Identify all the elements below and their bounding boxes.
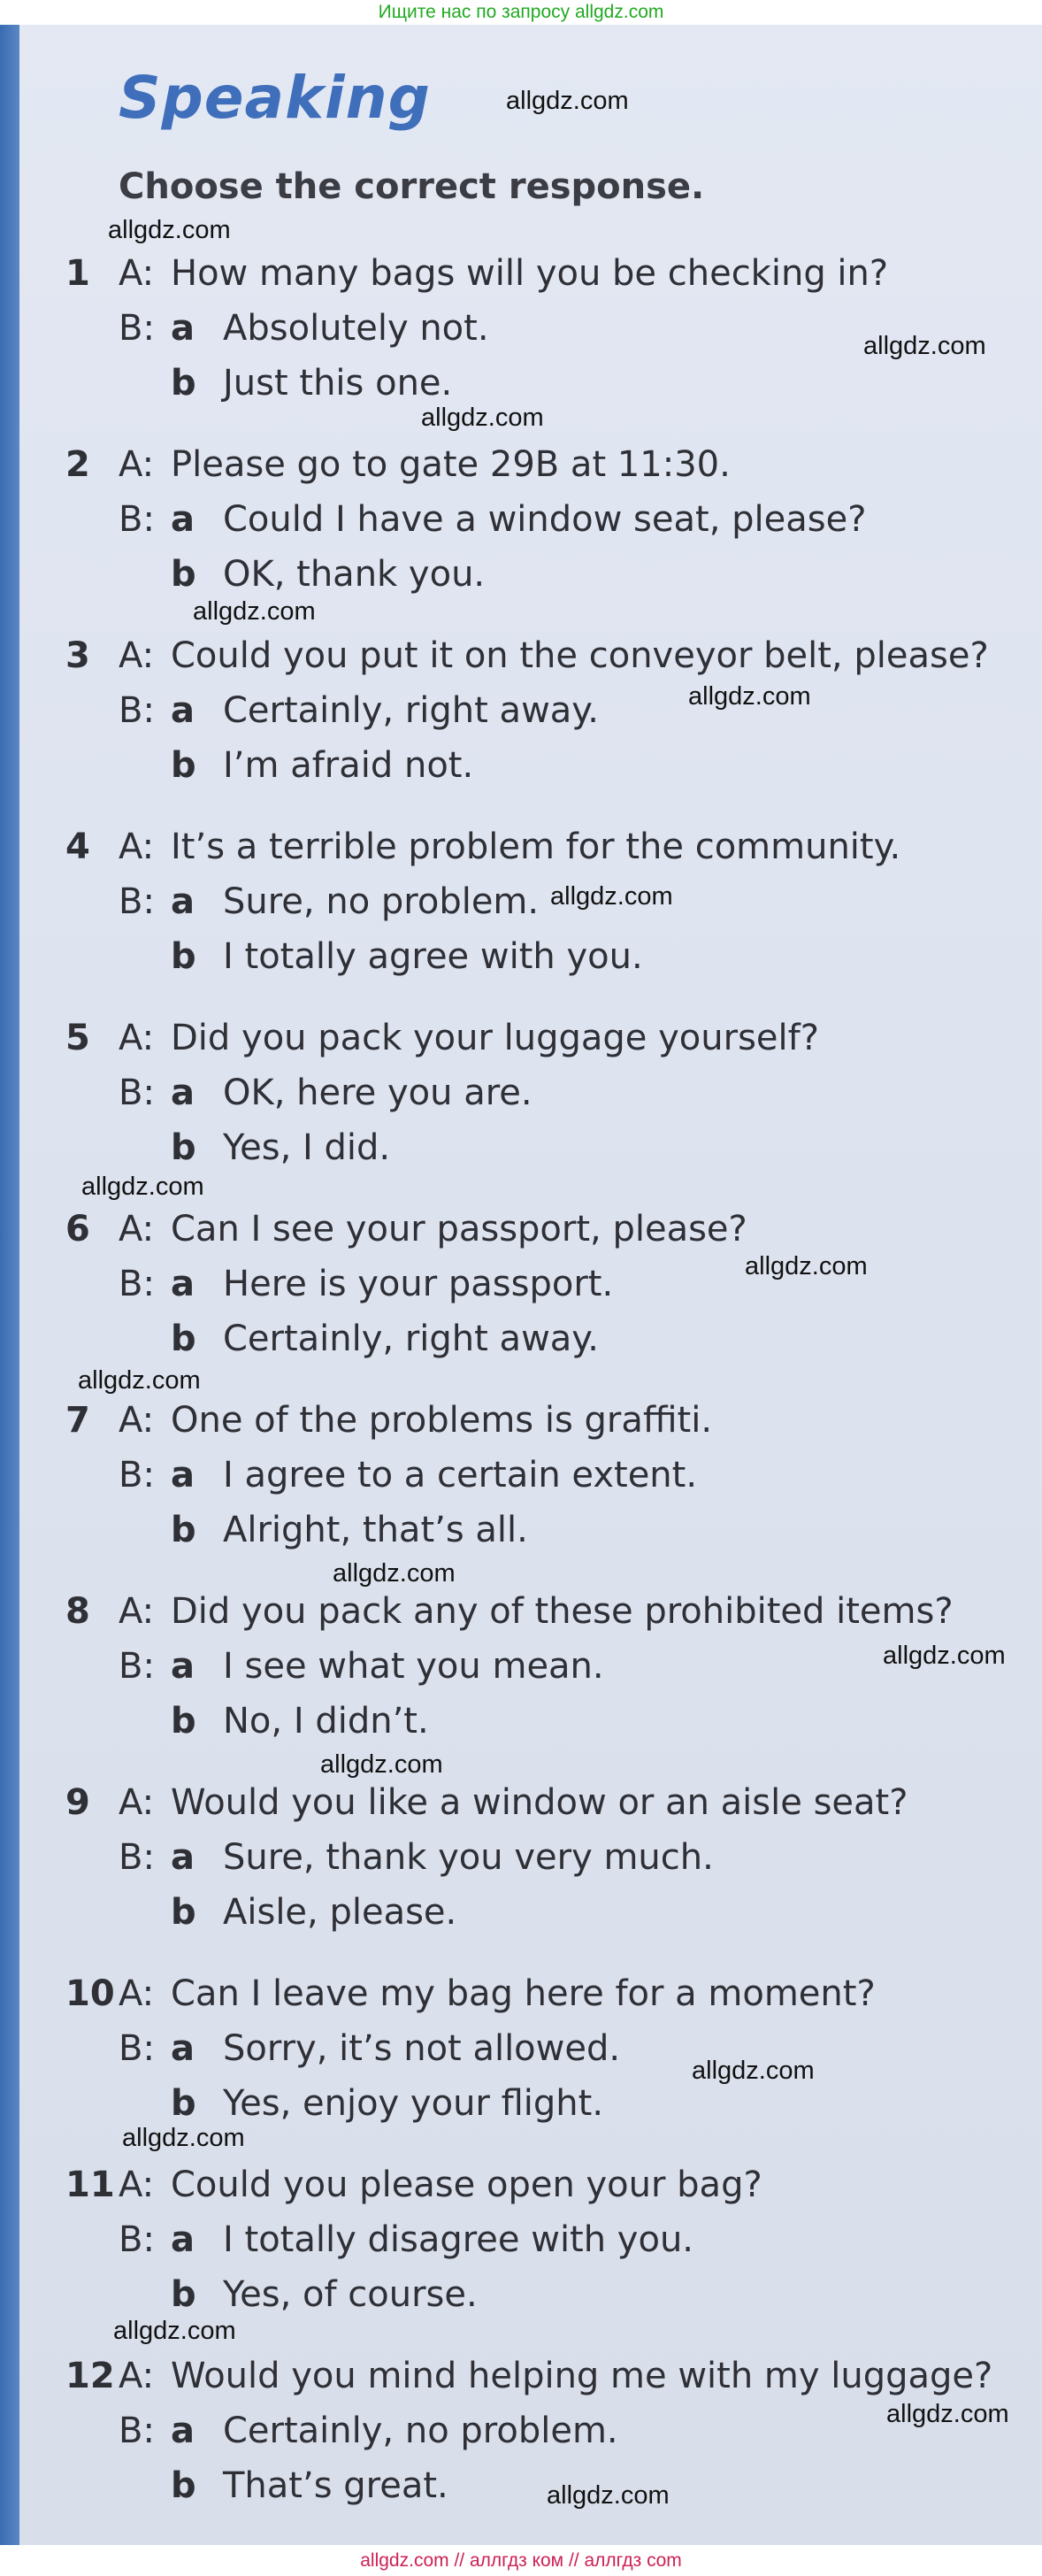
question-prompt: Could you put it on the conveyor belt, please?	[171, 635, 989, 676]
option-text: I agree to a certain extent.	[223, 1455, 698, 1496]
speaker-b-label: B:	[119, 1646, 155, 1687]
speaker-a-label: A:	[119, 2165, 155, 2205]
speaker-a-label: A:	[119, 1591, 155, 1632]
option-text: Just this one.	[223, 363, 453, 404]
question-prompt: One of the problems is graffiti.	[171, 1400, 713, 1441]
option-text: Sorry, it’s not allowed.	[223, 2028, 621, 2069]
option-text: I’m afraid not.	[223, 745, 474, 786]
question-prompt: Can I leave my bag here for a moment?	[171, 1973, 876, 2014]
option-letter: b	[171, 1892, 196, 1933]
watermark-text: allgdz.com	[506, 87, 629, 115]
option-letter: b	[171, 1701, 196, 1742]
speaker-b-label: B:	[119, 499, 155, 540]
speaker-b-label: B:	[119, 690, 155, 731]
option-text: Certainly, right away.	[223, 690, 599, 731]
option-text: Alright, that’s all.	[223, 1510, 528, 1550]
question-number: 2	[65, 444, 90, 485]
option-letter: a	[171, 1646, 195, 1687]
speaker-a-label: A:	[119, 1973, 155, 2014]
watermark-text: allgdz.com	[78, 1366, 201, 1395]
option-letter: b	[171, 1510, 196, 1550]
option-text: Yes, enjoy your flight.	[223, 2083, 604, 2124]
speaker-b-label: B:	[119, 881, 155, 922]
option-text: Certainly, no problem.	[223, 2411, 618, 2451]
option-text: Certainly, right away.	[223, 1319, 599, 1359]
option-letter: a	[171, 1264, 195, 1304]
speaker-b-label: B:	[119, 1837, 155, 1878]
option-text: Aisle, please.	[223, 1892, 457, 1933]
option-letter: a	[171, 881, 195, 922]
speaker-b-label: B:	[119, 1264, 155, 1304]
speaker-b-label: B:	[119, 2411, 155, 2451]
watermark-text: allgdz.com	[692, 2057, 815, 2085]
option-letter: b	[171, 936, 196, 977]
option-text: OK, here you are.	[223, 1073, 532, 1113]
question-prompt: Would you like a window or an aisle seat?	[171, 1782, 908, 1823]
watermark-text: allgdz.com	[886, 2400, 1009, 2428]
speaker-a-label: A:	[119, 444, 155, 485]
speaker-b-label: B:	[119, 2028, 155, 2069]
top-banner: Ищите нас по запросу allgdz.com	[378, 2, 664, 22]
watermark-text: allgdz.com	[550, 882, 673, 911]
option-letter: a	[171, 1837, 195, 1878]
speaker-b-label: B:	[119, 308, 155, 349]
question-number: 10	[65, 1973, 115, 2014]
option-letter: a	[171, 690, 195, 731]
watermark-text: allgdz.com	[81, 1173, 204, 1201]
question-prompt: Did you pack your luggage yourself?	[171, 1018, 819, 1058]
option-text: Sure, thank you very much.	[223, 1837, 714, 1878]
watermark-text: allgdz.com	[108, 216, 231, 244]
speaker-b-label: B:	[119, 1455, 155, 1496]
option-letter: a	[171, 2028, 195, 2069]
question-number: 1	[65, 253, 90, 294]
option-letter: a	[171, 499, 195, 540]
option-text: I see what you mean.	[223, 1646, 604, 1687]
question-prompt: Please go to gate 29B at 11:30.	[171, 444, 731, 485]
option-letter: a	[171, 1073, 195, 1113]
speaker-a-label: A:	[119, 253, 155, 294]
speaker-b-label: B:	[119, 2219, 155, 2260]
option-text: No, I didn’t.	[223, 1701, 429, 1742]
question-number: 5	[65, 1018, 90, 1058]
speaker-a-label: A:	[119, 1400, 155, 1441]
watermark-text: allgdz.com	[122, 2124, 245, 2152]
instruction: Choose the correct response.	[119, 166, 705, 207]
option-letter: b	[171, 2083, 196, 2124]
option-letter: b	[171, 2465, 196, 2506]
option-text: I totally agree with you.	[223, 936, 643, 977]
speaker-a-label: A:	[119, 1018, 155, 1058]
option-text: Absolutely not.	[223, 308, 489, 349]
question-number: 3	[65, 635, 90, 676]
option-letter: a	[171, 2219, 195, 2260]
bottom-banner: allgdz.com // аллгдз ком // аллгдз com	[360, 2550, 682, 2571]
question-prompt: It’s a terrible problem for the community.	[171, 827, 901, 867]
question-prompt: Did you pack any of these prohibited items?	[171, 1591, 954, 1632]
watermark-text: allgdz.com	[113, 2317, 236, 2345]
option-letter: b	[171, 1127, 196, 1168]
option-text: I totally disagree with you.	[223, 2219, 694, 2260]
option-text: Here is your passport.	[223, 1264, 614, 1304]
option-letter: b	[171, 554, 196, 595]
speaker-a-label: A:	[119, 1782, 155, 1823]
watermark-text: allgdz.com	[333, 1559, 456, 1588]
speaker-a-label: A:	[119, 1209, 155, 1250]
page-edge-bar	[0, 25, 19, 2545]
question-prompt: Would you mind helping me with my luggage?	[171, 2356, 993, 2396]
watermark-text: allgdz.com	[421, 404, 544, 432]
watermark-text: allgdz.com	[883, 1642, 1006, 1670]
watermark-text: allgdz.com	[193, 597, 316, 626]
question-number: 4	[65, 827, 90, 867]
option-text: Yes, of course.	[223, 2274, 478, 2315]
question-number: 8	[65, 1591, 90, 1632]
option-letter: a	[171, 308, 195, 349]
question-number: 6	[65, 1209, 90, 1250]
speaker-a-label: A:	[119, 827, 155, 867]
watermark-text: allgdz.com	[320, 1750, 443, 1779]
option-letter: b	[171, 745, 196, 786]
question-prompt: How many bags will you be checking in?	[171, 253, 889, 294]
option-text: Could I have a window seat, please?	[223, 499, 867, 540]
question-prompt: Can I see your passport, please?	[171, 1209, 747, 1250]
option-letter: a	[171, 1455, 195, 1496]
watermark-text: allgdz.com	[863, 332, 986, 360]
option-text: OK, thank you.	[223, 554, 486, 595]
option-text: Yes, I did.	[223, 1127, 391, 1168]
question-number: 9	[65, 1782, 90, 1823]
question-prompt: Could you please open your bag?	[171, 2165, 762, 2205]
page-title: Speaking	[119, 64, 431, 132]
question-number: 12	[65, 2356, 115, 2396]
option-text: Sure, no problem.	[223, 881, 540, 922]
option-letter: b	[171, 363, 196, 404]
option-text: That’s great.	[223, 2465, 448, 2506]
option-letter: b	[171, 1319, 196, 1359]
question-number: 11	[65, 2165, 115, 2205]
question-number: 7	[65, 1400, 90, 1441]
option-letter: a	[171, 2411, 195, 2451]
watermark-text: allgdz.com	[745, 1252, 868, 1280]
speaker-a-label: A:	[119, 635, 155, 676]
option-letter: b	[171, 2274, 196, 2315]
watermark-text: allgdz.com	[688, 682, 811, 711]
speaker-b-label: B:	[119, 1073, 155, 1113]
watermark-text: allgdz.com	[547, 2481, 670, 2510]
speaker-a-label: A:	[119, 2356, 155, 2396]
